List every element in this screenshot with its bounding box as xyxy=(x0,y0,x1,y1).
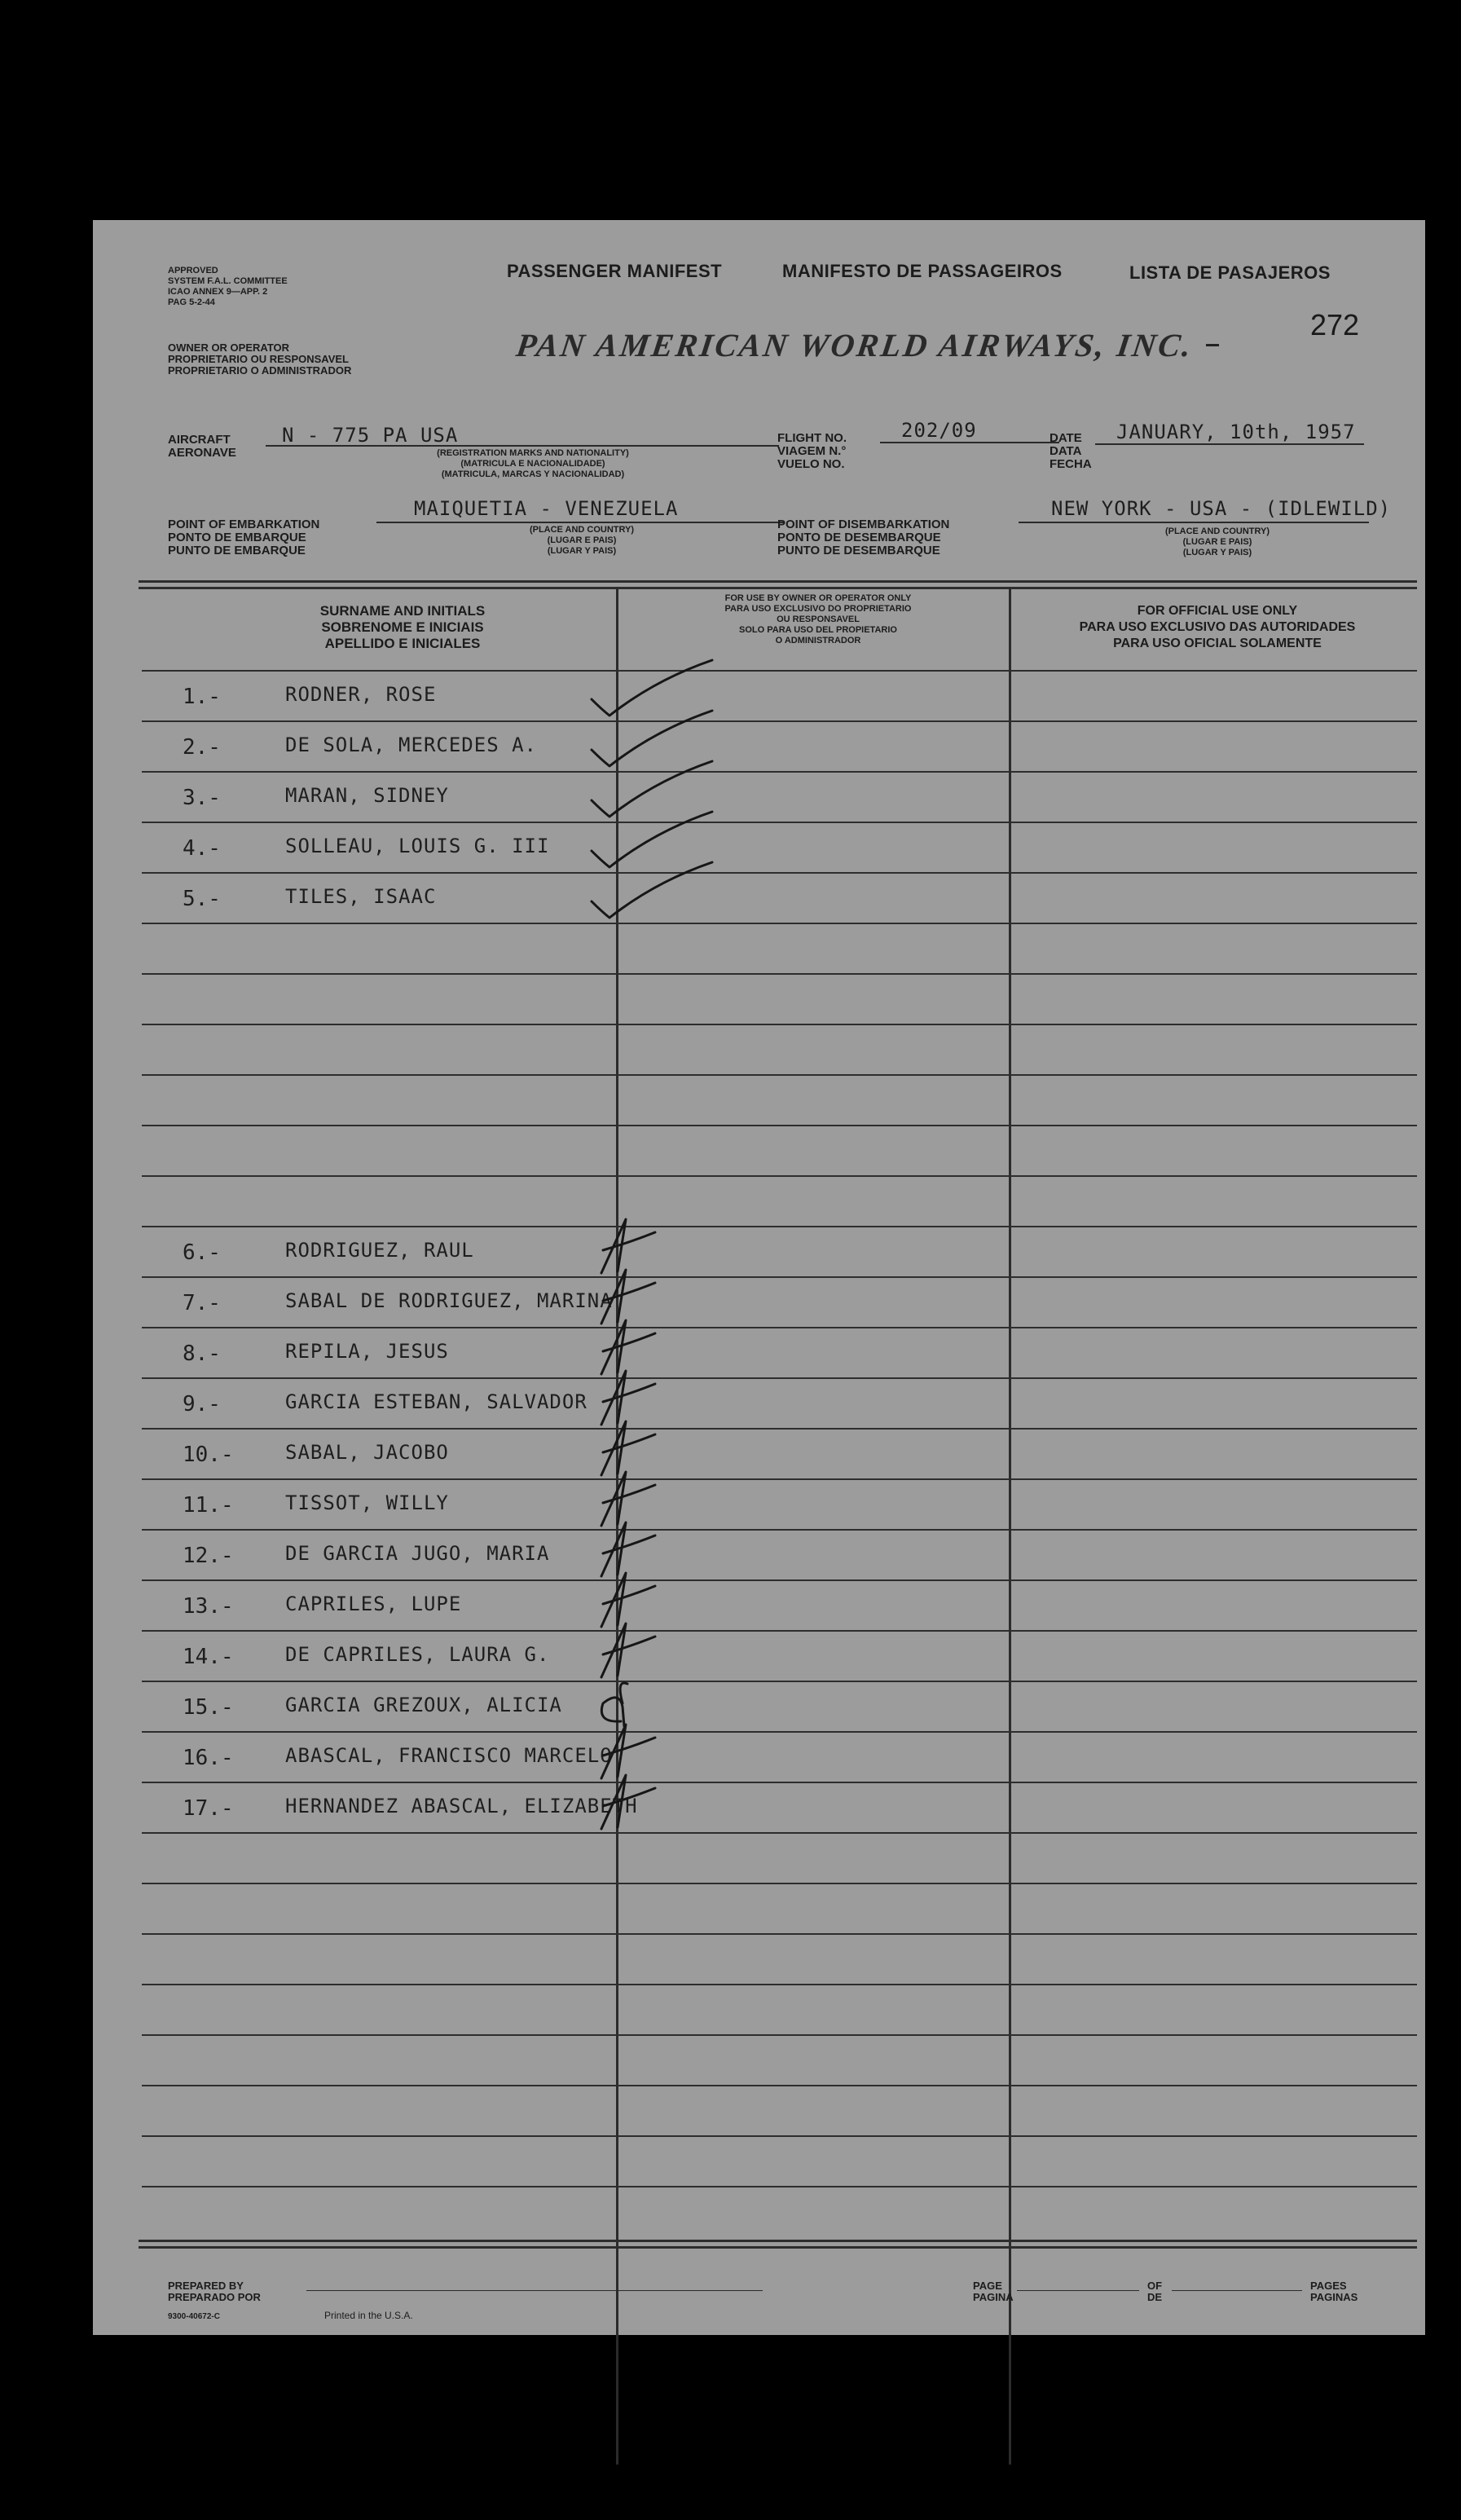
passenger-number: 9.- xyxy=(183,1392,221,1416)
passenger-number: 3.- xyxy=(183,786,221,810)
prepared-label: PREPARED BY xyxy=(168,2280,244,2292)
title-portuguese: MANIFESTO DE PASSAGEIROS xyxy=(782,261,1063,281)
initial-mark-icon xyxy=(601,1219,655,1273)
of-label: OF xyxy=(1147,2280,1163,2292)
check-mark-icon xyxy=(592,660,712,716)
date-value: JANUARY, 10th, 1957 xyxy=(1116,421,1356,443)
disembarkation-label: POINT OF DISEMBARKATION xyxy=(777,518,950,531)
passenger-name: MARAN, SIDNEY xyxy=(285,784,449,807)
passenger-number: 15.- xyxy=(183,1695,234,1720)
company-name: PAN AMERICAN WORLD AIRWAYS, INC. xyxy=(513,327,1196,363)
owner-label: PROPRIETARIO OU RESPONSAVEL xyxy=(168,353,349,365)
passenger-name: HERNANDEZ ABASCAL, ELIZABETH xyxy=(285,1795,638,1817)
passenger-name: RODRIGUEZ, RAUL xyxy=(285,1239,474,1262)
passenger-name: SABAL, JACOBO xyxy=(285,1441,449,1464)
passenger-name: DE CAPRILES, LAURA G. xyxy=(285,1643,550,1666)
title-spanish: LISTA DE PASAJEROS xyxy=(1129,262,1331,283)
aircraft-label: AERONAVE xyxy=(168,446,236,460)
page-label: PAGE xyxy=(973,2280,1002,2292)
initial-mark-icon xyxy=(601,1270,655,1324)
flight-label: VIAGEM N.° xyxy=(777,444,847,458)
initial-mark-icon xyxy=(601,1683,627,1726)
passenger-name: DE GARCIA JUGO, MARIA xyxy=(285,1542,550,1565)
approval-line: APPROVED xyxy=(168,266,218,275)
column-header-line: FOR OFFICIAL USE ONLY xyxy=(1137,604,1298,618)
prepared-label: PREPARADO POR xyxy=(168,2291,261,2303)
initial-mark-icon xyxy=(601,1725,655,1778)
pages-label: PAGINAS xyxy=(1310,2291,1358,2303)
passenger-name: TISSOT, WILLY xyxy=(285,1491,449,1514)
passenger-number: 10.- xyxy=(183,1443,234,1467)
aircraft-sublabel: (MATRICULA, MARCAS Y NACIONALIDAD) xyxy=(441,469,625,479)
column-header-line: SOLO PARA USO DEL PROPIETARIO xyxy=(739,625,897,635)
passenger-name: SOLLEAU, LOUIS G. III xyxy=(285,835,550,857)
date-label: DATE xyxy=(1050,431,1082,445)
flight-label: FLIGHT NO. xyxy=(777,431,847,445)
passenger-name: CAPRILES, LUPE xyxy=(285,1593,462,1615)
check-mark-icon xyxy=(592,812,712,867)
embarkation-sublabel: (PLACE AND COUNTRY) xyxy=(529,525,635,535)
flight-value: 202/09 xyxy=(901,419,977,442)
approval-line: PAG 5-2-44 xyxy=(168,297,215,307)
passenger-number: 7.- xyxy=(183,1291,221,1315)
disembarkation-value: NEW YORK - USA - (IDLEWILD) xyxy=(1051,497,1392,520)
printed-note: Printed in the U.S.A. xyxy=(324,2310,413,2321)
initial-mark-icon xyxy=(601,1522,655,1576)
initial-mark-icon xyxy=(601,1371,655,1425)
date-label: FECHA xyxy=(1050,457,1092,471)
disembarkation-sublabel: (LUGAR Y PAIS) xyxy=(1182,548,1252,557)
of-label: DE xyxy=(1147,2291,1163,2303)
initial-mark-icon xyxy=(601,1573,655,1627)
column-header-line: SOBRENOME E INICIAIS xyxy=(321,619,484,635)
embarkation-sublabel: (LUGAR E PAIS) xyxy=(547,535,617,545)
passenger-number: 2.- xyxy=(183,735,221,760)
passenger-name: DE SOLA, MERCEDES A. xyxy=(285,734,537,756)
embarkation-value: MAIQUETIA - VENEZUELA xyxy=(414,497,679,520)
passenger-number: 1.- xyxy=(183,685,221,709)
bottom-double-rule xyxy=(139,2240,1417,2249)
owner-label: OWNER OR OPERATOR xyxy=(168,341,290,354)
aircraft-sublabel: (REGISTRATION MARKS AND NATIONALITY) xyxy=(437,448,629,458)
passenger-name: RODNER, ROSE xyxy=(285,683,437,706)
pages-labels xyxy=(1310,2280,1358,2303)
owner-label: PROPRIETARIO O ADMINISTRADOR xyxy=(168,364,352,377)
aircraft-value: N - 775 PA USA xyxy=(282,424,459,447)
of-labels xyxy=(1147,2280,1162,2303)
embarkation-label: POINT OF EMBARKATION xyxy=(168,518,320,531)
page-number: 272 xyxy=(1310,308,1360,341)
disembarkation-label: PONTO DE DESEMBARQUE xyxy=(777,531,941,544)
column-header-line: O ADMINISTRADOR xyxy=(775,636,861,645)
passenger-name: REPILA, JESUS xyxy=(285,1340,449,1363)
disembarkation-label: PUNTO DE DESEMBARQUE xyxy=(777,544,940,557)
initial-mark-icon xyxy=(601,1623,655,1677)
date-label: DATA xyxy=(1050,444,1082,458)
column-header-line: FOR USE BY OWNER OR OPERATOR ONLY xyxy=(724,593,912,603)
passenger-name: GARCIA GREZOUX, ALICIA xyxy=(285,1694,562,1716)
column-header-line: APELLIDO E INICIALES xyxy=(324,636,481,651)
initial-mark-icon xyxy=(601,1775,655,1829)
column-header-line: SURNAME AND INITIALS xyxy=(319,603,486,619)
passenger-number: 5.- xyxy=(183,887,221,911)
column-header-line: OU RESPONSAVEL xyxy=(777,615,860,624)
check-mark-icon xyxy=(592,711,712,766)
page-label: PAGINA xyxy=(973,2291,1014,2303)
passenger-number: 17.- xyxy=(183,1796,234,1821)
passenger-number: 16.- xyxy=(183,1746,234,1770)
check-mark-icon xyxy=(592,862,712,918)
initial-mark-icon xyxy=(601,1472,655,1526)
aircraft-label: AIRCRAFT xyxy=(168,433,231,447)
title-english: PASSENGER MANIFEST xyxy=(507,261,723,281)
column-header-line: PARA USO EXCLUSIVO DAS AUTORIDADES xyxy=(1079,620,1356,634)
aircraft-sublabel: (MATRICULA E NACIONALIDADE) xyxy=(460,459,605,469)
passenger-number: 14.- xyxy=(183,1645,234,1669)
passenger-number: 13.- xyxy=(183,1594,234,1619)
flight-label: VUELO NO. xyxy=(777,457,845,471)
column-header-line: PARA USO EXCLUSIVO DO PROPRIETARIO xyxy=(724,604,912,614)
pages-label: PAGES xyxy=(1310,2280,1347,2292)
approval-line: ICAO ANNEX 9—APP. 2 xyxy=(168,287,268,297)
page-labels xyxy=(973,2280,1014,2303)
prepared-labels xyxy=(168,2280,261,2303)
passenger-number: 8.- xyxy=(183,1342,221,1366)
passenger-name: SABAL DE RODRIGUEZ, MARINA xyxy=(285,1289,613,1312)
passenger-number: 12.- xyxy=(183,1544,234,1568)
disembarkation-sublabel: (LUGAR E PAIS) xyxy=(1182,537,1252,547)
passenger-number: 6.- xyxy=(183,1240,221,1265)
initial-mark-icon xyxy=(601,1320,655,1374)
approval-line: SYSTEM F.A.L. COMMITTEE xyxy=(168,276,288,286)
passenger-name: GARCIA ESTEBAN, SALVADOR xyxy=(285,1390,587,1413)
disembarkation-sublabel: (PLACE AND COUNTRY) xyxy=(1164,526,1270,536)
handwritten-marks xyxy=(93,220,1425,2335)
passenger-name: TILES, ISAAC xyxy=(285,885,437,908)
check-mark-icon xyxy=(592,761,712,817)
passenger-number: 11.- xyxy=(183,1493,234,1518)
column-header-line: PARA USO OFICIAL SOLAMENTE xyxy=(1113,637,1322,650)
form-number: 9300-40672-C xyxy=(168,2312,220,2321)
initial-mark-icon xyxy=(601,1421,655,1475)
embarkation-label: PONTO DE EMBARQUE xyxy=(168,531,306,544)
passenger-number: 4.- xyxy=(183,836,221,861)
passenger-name: ABASCAL, FRANCISCO MARCELO xyxy=(285,1744,613,1767)
embarkation-sublabel: (LUGAR Y PAIS) xyxy=(547,546,617,556)
embarkation-label: PUNTO DE EMBARQUE xyxy=(168,544,306,557)
manifest-sheet xyxy=(93,220,1425,2335)
